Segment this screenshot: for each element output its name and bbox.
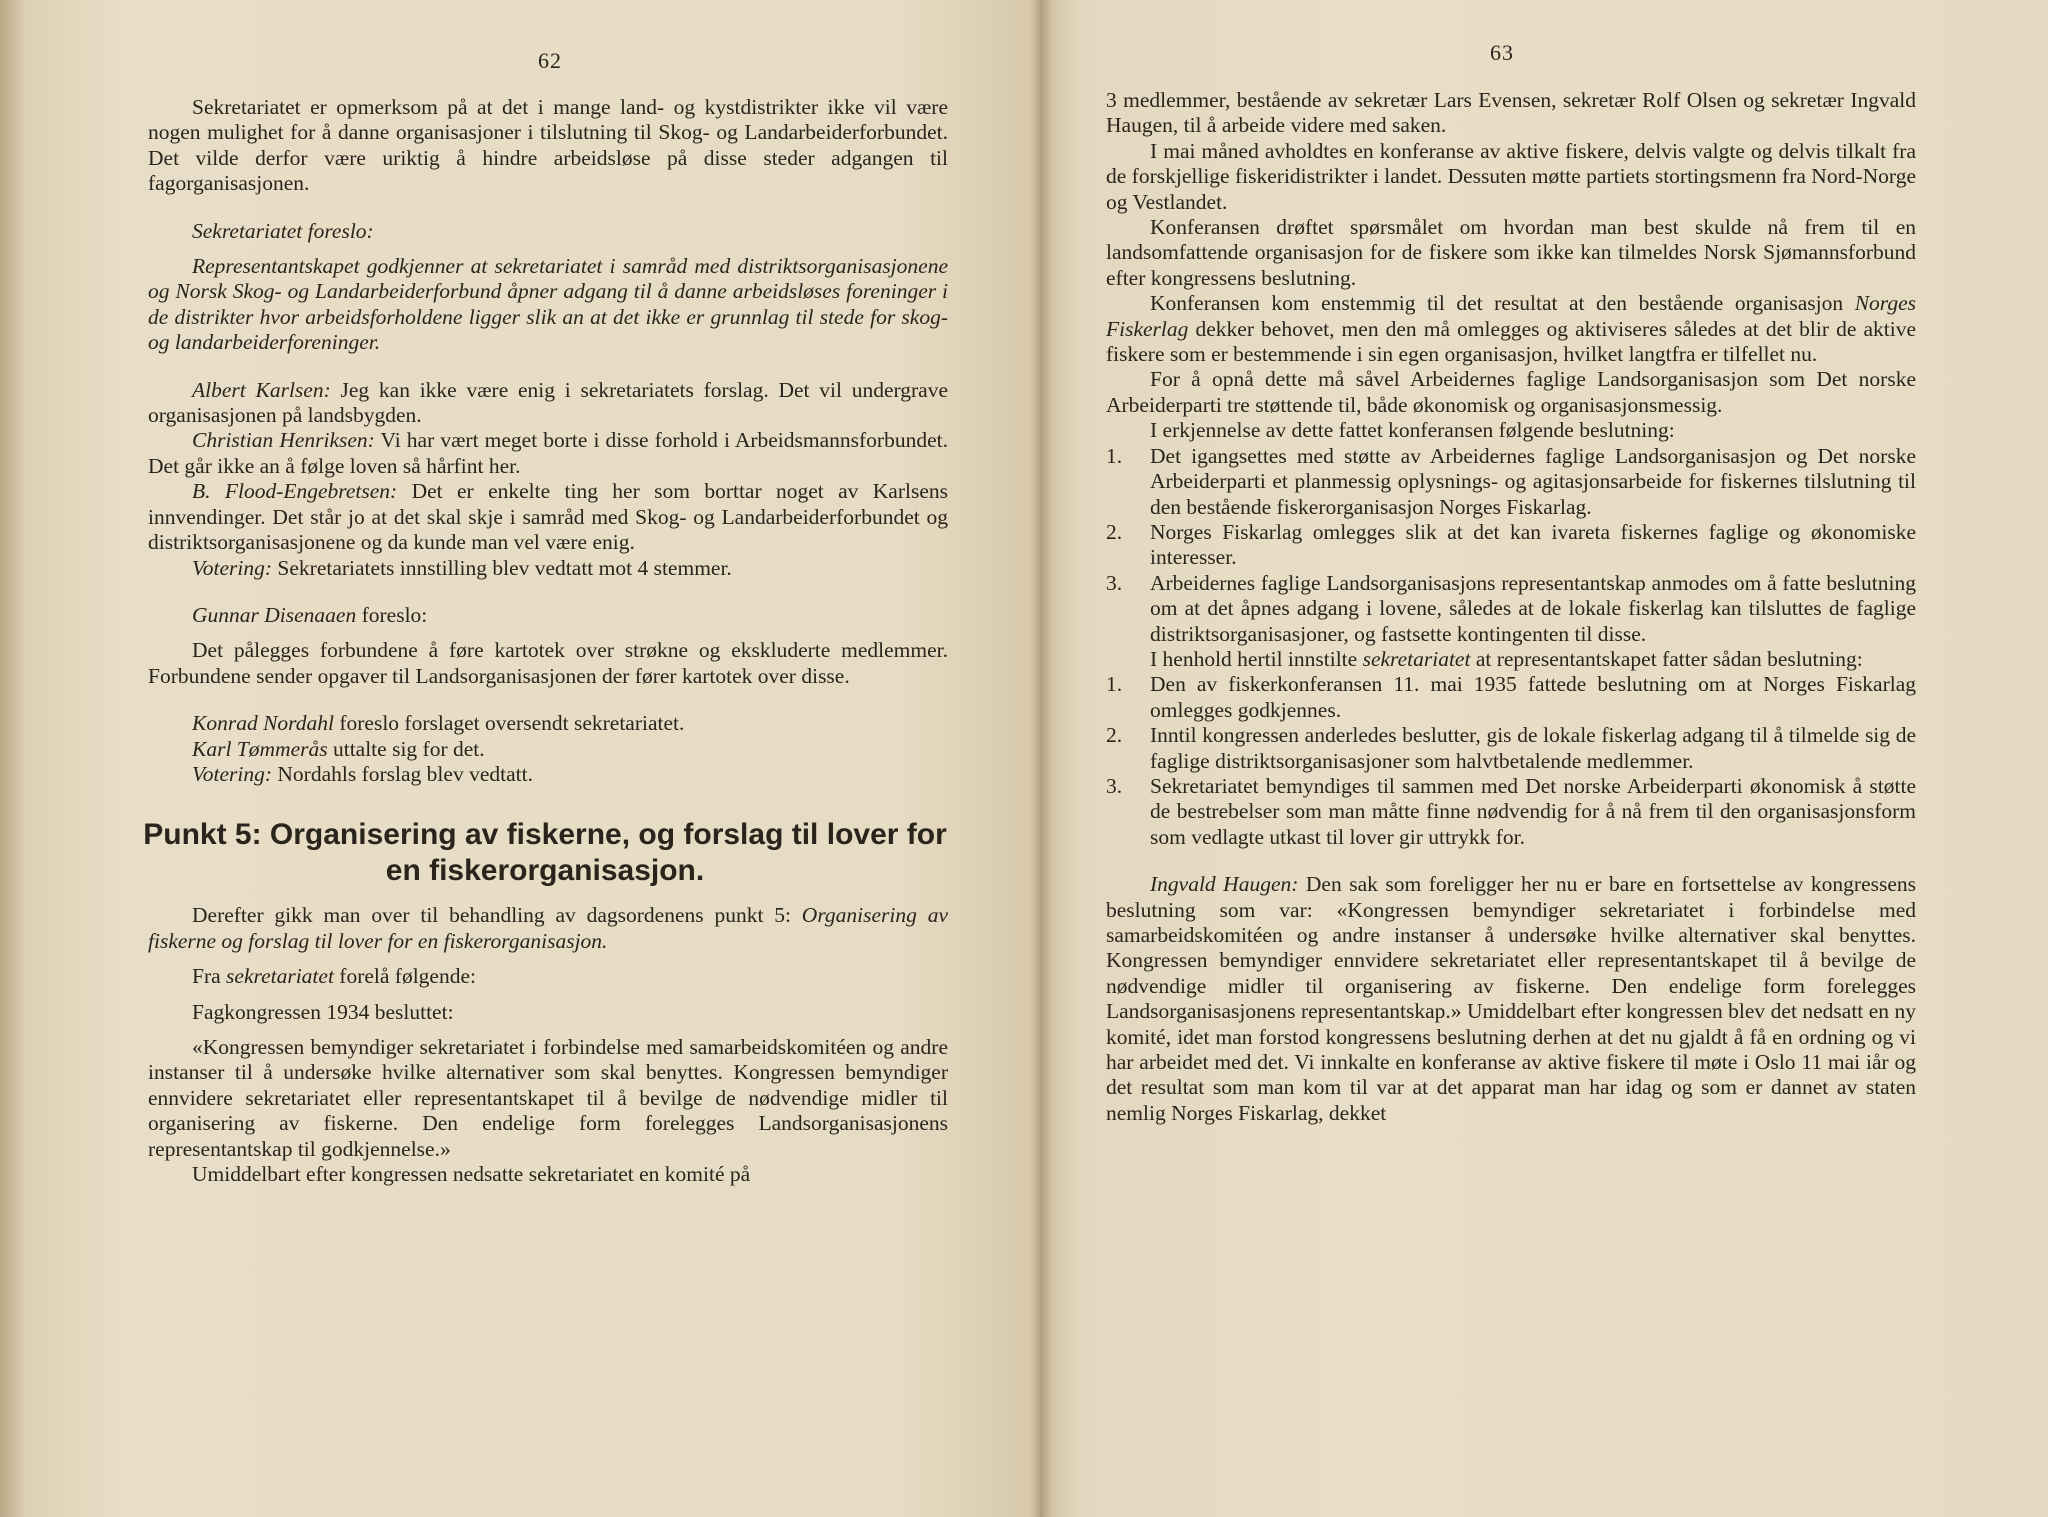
speaker-text: Det er enkelte ting her som borttar noget av Karlsens innvendinger. Det står jo at det skal skje i samråd med Skog- og Landarbeiderforbundet og distriktsorganisasjonene og da kunde man vel være enig. bbox=[148, 479, 949, 555]
speaker-nordahl bbox=[148, 711, 948, 736]
right-page bbox=[1040, 0, 2048, 1517]
speaker-suffix: foreslo: bbox=[361, 602, 428, 627]
left-text-column bbox=[143, 95, 949, 1187]
list-item: 1. Det igangsettes med støtte av Arbeidernes faglige Landsorganisasjon og Det norske Arbeiderparti et planmessig oplysnings- og agitasjonsarbeide for fiskernes tilslutning til den bestående fiskerorganisasjon Norges Fiskarlag. bbox=[1106, 443, 1916, 519]
proposal-intro: Sekretariatet foreslo: bbox=[192, 218, 374, 243]
speaker-tommeras bbox=[148, 737, 948, 762]
paragraph: Fagkongressen 1934 besluttet: bbox=[192, 999, 454, 1024]
right-text-column bbox=[1106, 88, 1916, 1126]
paragraph: Sekretariatet er opmerksom på at det i mange land- og kystdistrikter ikke vil være nogen mulighet for å danne organisasjoner i tilslutning til Skog- og Landarbeiderforbundet. Det vilde derfor være uriktig å hindre arbeidsløse på disse steder adgangen til fagorganisasjonen. bbox=[148, 95, 948, 196]
speaker-name: Gunnar Disenaaen bbox=[192, 602, 357, 627]
speaker-name: Ingvald Haugen: bbox=[1150, 872, 1299, 897]
paragraph: For å opnå dette må såvel Arbeidernes faglige Landsorganisasjon som Det norske Arbeiderparti tre støttende til, både økonomisk og organisasjonsmessig. bbox=[1106, 367, 1916, 417]
vote-label: Votering: bbox=[192, 555, 273, 580]
speaker-name: Karl Tømmerås bbox=[192, 736, 328, 761]
list-item: 3. Sekretariatet bemyndiges til sammen med Det norske Arbeiderparti økonomisk å støtte de bestrebelser som man måtte finne nødvendig for å nå frem til den organisasjonsform som vedlagte utkast til lover gir uttrykk for. bbox=[1106, 773, 1916, 849]
speaker-flood bbox=[148, 479, 948, 555]
speaker-name: Christian Henriksen: bbox=[192, 428, 375, 453]
decision-list-1 bbox=[1106, 444, 1916, 647]
speaker-name: B. Flood-Engebretsen: bbox=[192, 479, 398, 504]
section-heading: Punkt 5: Organisering av fiskerne, og forslag til lover for en fiskerorganisasjon. bbox=[143, 818, 947, 888]
speaker-henriksen bbox=[148, 428, 948, 479]
speaker-text: Vi har vært meget borte i disse forhold i Arbeidsmannsforbundet. Det går ikke an å følge loven så hårfint her. bbox=[148, 428, 948, 478]
quote: «Kongressen bemyndiger sekretariatet i forbindelse med samarbeidskomitéen og andre instanser til å undersøke hvilke alternativer som skal benyttes. Kongressen bemyndiger ennvidere sekretariatet eller representantskapet til å bevilge de nødvendige midler til organisering av fiskerne. Den endelige form forelegges Landsorganisasjonens representantskap til godkjennelse.» bbox=[148, 1034, 948, 1161]
vote-label: Votering: bbox=[192, 761, 273, 786]
speaker-text: foreslo forslaget oversendt sekretariatet. bbox=[339, 711, 685, 736]
paragraph: Konferansen kom enstemmig til det resultat at den bestående organisasjon Norges Fiskerlag dekker behovet, men den må omlegges og aktiviseres således at det blir de aktive fiskere som er bestemmende i sin egen organisasjon, hvilket langtfra er tilfellet nu. bbox=[1106, 291, 1917, 367]
speaker-name: Albert Karlsen: bbox=[192, 377, 331, 402]
proposal-text: Representantskapet godkjenner at sekretariatet i samråd med distriktsorganisasjonene og Norsk Skog- og Landarbeiderforbund åpner adgang til å danne arbeidsløses foreninger i de distrikter hvor arbeidsforholdene ligger slik an at det ikke er grunnlag til stede for skog- og landarbeiderforeninger. bbox=[148, 254, 948, 355]
vote-text: Nordahls forslag blev vedtatt. bbox=[277, 761, 533, 786]
speaker-name: Konrad Nordahl bbox=[192, 711, 334, 736]
book-gutter bbox=[1030, 0, 1052, 1517]
speaker-karlsen bbox=[148, 378, 948, 429]
list-item: 3. Arbeidernes faglige Landsorganisasjons representantskap anmodes om å fatte beslutning om at det åpnes adgang i lovene, således at de lokale fiskerlag kan tilsluttes de faglige distriktsorganisasjoner, og fastsette kontingenten til disse. bbox=[1106, 570, 1916, 646]
page-number: 63 bbox=[1490, 40, 1514, 65]
paragraph: Fra sekretariatet forelå følgende: bbox=[192, 964, 476, 989]
paragraph: I erkjennelse av dette fattet konferansen følgende beslutning: bbox=[1150, 418, 1675, 443]
page-number: 62 bbox=[538, 48, 562, 73]
list-item: 2. Inntil kongressen anderledes beslutter, gis de lokale fiskerlag adgang til å tilmelde sig de faglige distriktsorganisasjoner som halvtbetalende medlemmer. bbox=[1106, 723, 1916, 773]
vote-1 bbox=[148, 556, 948, 581]
paragraph: Konferansen drøftet spørsmålet om hvordan man best skulde nå frem til en landsomfattende organisasjon for de fiskere som ikke kan tilmeldes Norsk Sjømannsforbund efter kongressens beslutning. bbox=[1106, 215, 1916, 290]
paragraph: I mai måned avholdtes en konferanse av aktive fiskere, delvis valgte og delvis tilkalt fra de forskjellige fiskeridistrikter i landet. Dessuten møtte partiets stortingsmenn fra Nord-Norge og Vestlandet. bbox=[1106, 138, 1916, 214]
disenaaen-proposal: Det pålegges forbundene å føre kartotek over strøkne og ekskluderte medlemmer. Forbundene sender opgaver til Landsorganisasjonen der fører kartotek over disse. bbox=[148, 638, 948, 688]
speaker-disenaaen bbox=[148, 603, 948, 628]
speaker-text: Den sak som foreligger her nu er bare en fortsettelse av kongressens beslutning som var: «Kongressen bemyndiger sekretariatet i forbindelse med samarbeidskomitéen og andre instanser å undersøke hvilke alternativer skal benyttes. Kongressen bemyndiger ennvidere sekretariatet eller representantskapet til å bevilge de nødvendige midler til organisering av fiskerne. Den endelige form forelegges Landsorganisasjonens representantskap.» Umiddelbart efter kongressen blev det nedsatt en ny komité, idet man forstod kongressens beslutning derhen at det nu gjaldt å få en ordning og vi har arbeidet med det. Vi innkalte en konferanse av aktive fiskere til møte i Oslo 11 mai iår og det resultat som man kom til var at det apparat man har idag og som er dannet av staten nemlig Norges Fiskarlag, dekket bbox=[1106, 872, 1917, 1125]
paragraph: Umiddelbart efter kongressen nedsatte sekretariatet en komité på bbox=[192, 1162, 751, 1186]
decision-list-2 bbox=[1106, 672, 1916, 850]
list-item: 2. Norges Fiskarlag omlegges slik at det kan ivareta fiskernes faglige og økonomiske interesser. bbox=[1106, 519, 1916, 570]
speaker-text: uttalte sig for det. bbox=[332, 736, 485, 761]
list-item: 1. Den av fiskerkonferansen 11. mai 1935 fattede beslutning om at Norges Fiskarlag omlegges godkjennes. bbox=[1106, 672, 1916, 722]
vote-2 bbox=[148, 762, 948, 787]
paragraph: 3 medlemmer, bestående av sekretær Lars Evensen, sekretær Rolf Olsen og sekretær Ingvald Haugen, til å arbeide videre med saken. bbox=[1106, 88, 1916, 138]
speaker-text: Jeg kan ikke være enig i sekretariatets forslag. Det vil undergrave organisasjonen på landsbygden. bbox=[148, 377, 948, 428]
paragraph: I henhold hertil innstilte sekretariatet at representantskapet fatter sådan beslutning: bbox=[1150, 646, 1863, 671]
paragraph: Derefter gikk man over til behandling av dagsordenens punkt 5: Organisering av fiskerne og forslag til lover for en fiskerorganisasjon. bbox=[148, 903, 948, 953]
vote-text: Sekretariatets innstilling blev vedtatt mot 4 stemmer. bbox=[277, 555, 732, 580]
speaker-haugen bbox=[1106, 872, 1916, 1126]
